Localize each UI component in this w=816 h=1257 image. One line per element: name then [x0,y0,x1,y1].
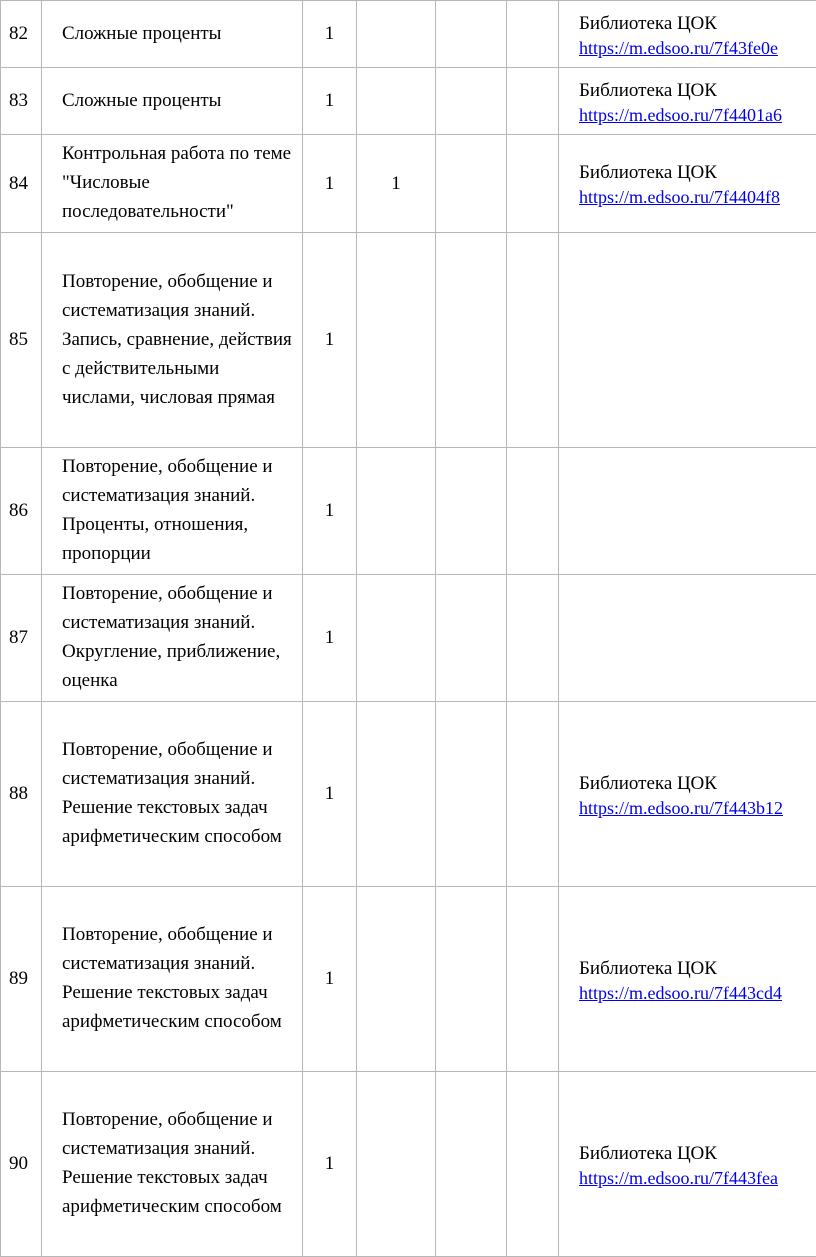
lesson-number: 88 [1,702,42,887]
resource-link[interactable]: https://m.edsoo.ru/7f443cd4 [579,982,816,1004]
hours-practical [436,135,507,233]
hours-practical [436,1072,507,1257]
resource-title: Библиотека ЦОК [579,770,816,797]
digital-resource [559,887,816,1072]
digital-resource [559,1,816,68]
hours-practical [436,1,507,68]
hours-control [357,702,436,887]
table-row [1,135,816,233]
lesson-topic: Повторение, обобщение и систематизация знаний. Решение текстовых задач арифметическим способом [42,702,303,887]
hours-practical [436,448,507,575]
lesson-number: 82 [1,1,42,68]
hours-total: 1 [303,1072,357,1257]
lesson-number: 85 [1,233,42,448]
table-row [1,575,816,702]
lesson-topic: Контрольная работа по теме "Числовые последовательности" [42,135,303,233]
table-row [1,68,816,135]
study-date [507,1072,559,1257]
hours-practical [436,702,507,887]
study-date [507,448,559,575]
study-date [507,702,559,887]
digital-resource [559,575,816,702]
table-row [1,1072,816,1257]
lesson-topic: Повторение, обобщение и систематизация знаний. Округление, приближение, оценка [42,575,303,702]
lesson-topic: Повторение, обобщение и систематизация знаний. Решение текстовых задач арифметическим способом [42,1072,303,1257]
hours-practical [436,575,507,702]
hours-total: 1 [303,135,357,233]
hours-control [357,448,436,575]
hours-total: 1 [303,575,357,702]
lesson-number: 86 [1,448,42,575]
table-row [1,233,816,448]
study-date [507,68,559,135]
hours-practical [436,233,507,448]
hours-control [357,233,436,448]
resource-title: Библиотека ЦОК [579,77,816,104]
digital-resource [559,233,816,448]
hours-practical [436,887,507,1072]
digital-resource [559,1072,816,1257]
lesson-number: 83 [1,68,42,135]
study-date [507,233,559,448]
study-date [507,887,559,1072]
resource-title: Библиотека ЦОК [579,955,816,982]
resource-link[interactable]: https://m.edsoo.ru/7f443fea [579,1167,816,1189]
hours-control [357,1072,436,1257]
hours-control: 1 [357,135,436,233]
digital-resource [559,448,816,575]
study-date [507,575,559,702]
lesson-topic: Повторение, обобщение и систематизация знаний. Проценты, отношения, пропорции [42,448,303,575]
study-date [507,1,559,68]
study-date [507,135,559,233]
resource-link[interactable]: https://m.edsoo.ru/7f4401a6 [579,104,816,126]
table-row [1,1,816,68]
resource-title: Библиотека ЦОК [579,10,816,37]
resource-link[interactable]: https://m.edsoo.ru/7f4404f8 [579,186,816,208]
digital-resource [559,135,816,233]
lesson-number: 84 [1,135,42,233]
hours-total: 1 [303,68,357,135]
hours-control [357,1,436,68]
lesson-topic: Сложные проценты [42,68,303,135]
lesson-number: 89 [1,887,42,1072]
digital-resource [559,702,816,887]
lesson-number: 87 [1,575,42,702]
hours-control [357,887,436,1072]
resource-title: Библиотека ЦОК [579,1140,816,1167]
digital-resource [559,68,816,135]
lesson-topic: Повторение, обобщение и систематизация знаний. Решение текстовых задач арифметическим способом [42,887,303,1072]
hours-practical [436,68,507,135]
lesson-number: 90 [1,1072,42,1257]
table-row [1,448,816,575]
hours-total: 1 [303,702,357,887]
lesson-topic: Сложные проценты [42,1,303,68]
table-row [1,702,816,887]
resource-title: Библиотека ЦОК [579,159,816,186]
hours-control [357,575,436,702]
hours-total: 1 [303,1,357,68]
hours-total: 1 [303,233,357,448]
hours-total: 1 [303,887,357,1072]
hours-total: 1 [303,448,357,575]
table-row [1,887,816,1072]
resource-link[interactable]: https://m.edsoo.ru/7f43fe0e [579,37,816,59]
lesson-topic: Повторение, обобщение и систематизация знаний. Запись, сравнение, действия с действительными числами, числовая прямая [42,233,303,448]
hours-control [357,68,436,135]
resource-link[interactable]: https://m.edsoo.ru/7f443b12 [579,797,816,819]
